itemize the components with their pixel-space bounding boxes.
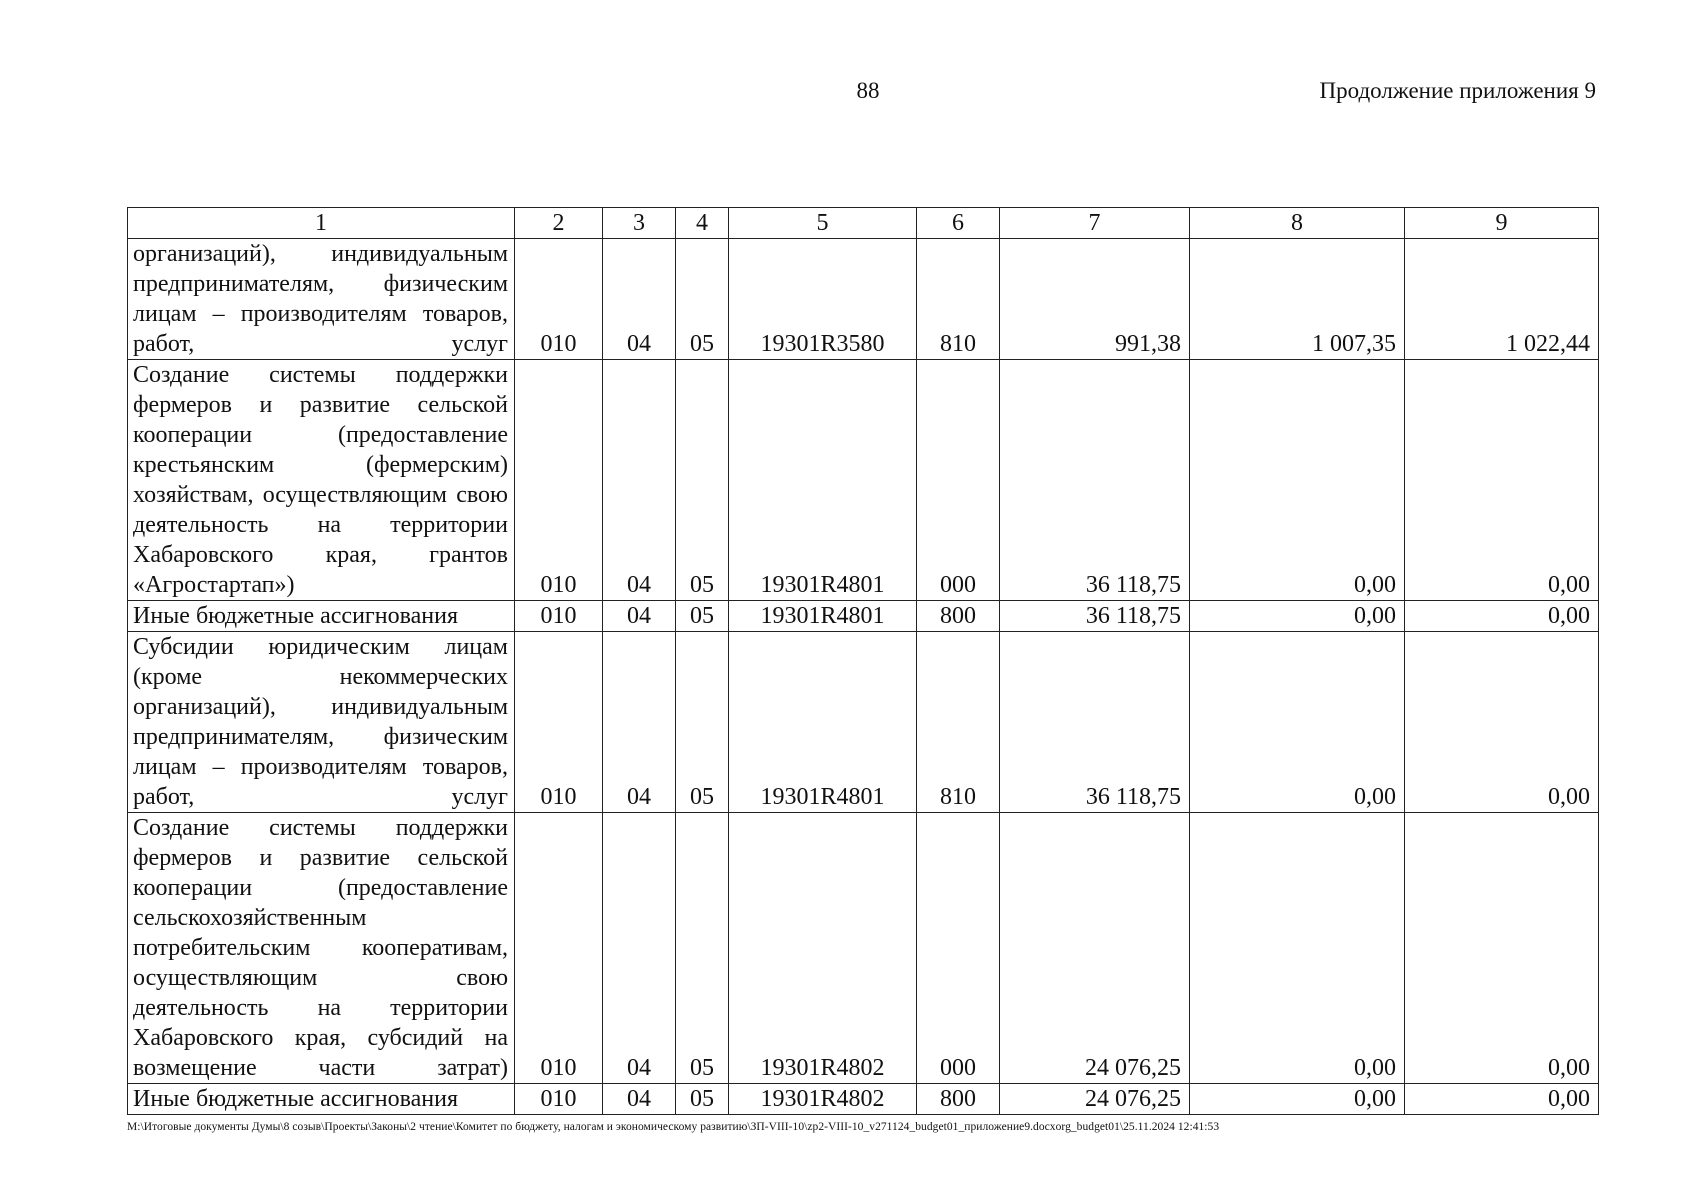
amount-col9: 0,00	[1405, 632, 1599, 813]
amount-col8: 0,00	[1190, 1084, 1405, 1115]
code-section: 04	[603, 632, 676, 813]
column-number-row	[128, 208, 1599, 239]
table-row	[128, 239, 1599, 360]
code-subsection: 05	[676, 601, 729, 632]
code-subsection: 05	[676, 813, 729, 1084]
code-target-article: 19301R4801	[729, 601, 917, 632]
appendix-continuation-header: Продолжение приложения 9	[1319, 78, 1596, 103]
amount-col8: 0,00	[1190, 360, 1405, 601]
code-expense-type: 000	[917, 360, 1000, 601]
amount-col9: 1 022,44	[1405, 239, 1599, 360]
code-target-article: 19301R3580	[729, 239, 917, 360]
code-subsection: 05	[676, 1084, 729, 1115]
code-target-article: 19301R4801	[729, 632, 917, 813]
code-expense-type: 800	[917, 601, 1000, 632]
amount-col9: 0,00	[1405, 601, 1599, 632]
code-section: 04	[603, 360, 676, 601]
code-target-article: 19301R4802	[729, 813, 917, 1084]
code-ministry: 010	[515, 360, 603, 601]
code-target-article: 19301R4801	[729, 360, 917, 601]
table-row	[128, 360, 1599, 601]
amount-col9: 0,00	[1405, 1084, 1599, 1115]
table-row	[128, 813, 1599, 1084]
table-row	[128, 1084, 1599, 1115]
table-row	[128, 601, 1599, 632]
column-header: 4	[676, 208, 729, 239]
row-description: Субсидии юридическим лицам (кроме некоммерческих организаций), индивидуальным предпринимателям, физическим лицам – производителям товаров, работ, услуг	[128, 632, 515, 813]
row-description: Создание системы поддержки фермеров и развитие сельской кооперации (предоставление сельскохозяйственным потребительским кооперативам, осуществляющим свою деятельность на территории Хабаровского края, субсидий на возмещение части затрат)	[128, 813, 515, 1084]
column-header: 1	[128, 208, 515, 239]
column-header: 3	[603, 208, 676, 239]
code-section: 04	[603, 1084, 676, 1115]
code-section: 04	[603, 239, 676, 360]
column-header: 8	[1190, 208, 1405, 239]
amount-col7: 991,38	[1000, 239, 1190, 360]
code-ministry: 010	[515, 601, 603, 632]
amount-col8: 0,00	[1190, 813, 1405, 1084]
code-ministry: 010	[515, 1084, 603, 1115]
column-header: 5	[729, 208, 917, 239]
amount-col7: 36 118,75	[1000, 360, 1190, 601]
amount-col9: 0,00	[1405, 360, 1599, 601]
row-description: организаций), индивидуальным предпринимателям, физическим лицам – производителям товаров, работ, услуг	[128, 239, 515, 360]
row-description: Иные бюджетные ассигнования	[128, 601, 515, 632]
code-expense-type: 000	[917, 813, 1000, 1084]
row-description: Создание системы поддержки фермеров и развитие сельской кооперации (предоставление крестьянским (фермерским) хозяйствам, осуществляющим свою деятельность на территории Хабаровского края, грантов «Агростартап»)	[128, 360, 515, 601]
column-header: 2	[515, 208, 603, 239]
code-section: 04	[603, 813, 676, 1084]
table-row	[128, 632, 1599, 813]
document-file-path: М:\Итоговые документы Думы\8 созыв\Проекты\Законы\2 чтение\Комитет по бюджету, налогам и экономическому развитию\ЗП-VIII-10\zp2-VIII-10_v271124_budget01_приложение9.docxorg_budget01\25.11.2024 12:41:53	[127, 1121, 1220, 1133]
amount-col7: 24 076,25	[1000, 1084, 1190, 1115]
row-description: Иные бюджетные ассигнования	[128, 1084, 515, 1115]
budget-table	[127, 207, 1599, 1115]
code-subsection: 05	[676, 632, 729, 813]
code-subsection: 05	[676, 360, 729, 601]
amount-col8: 0,00	[1190, 601, 1405, 632]
amount-col7: 24 076,25	[1000, 813, 1190, 1084]
code-expense-type: 800	[917, 1084, 1000, 1115]
code-target-article: 19301R4802	[729, 1084, 917, 1115]
code-section: 04	[603, 601, 676, 632]
code-expense-type: 810	[917, 632, 1000, 813]
code-ministry: 010	[515, 632, 603, 813]
column-header: 7	[1000, 208, 1190, 239]
code-expense-type: 810	[917, 239, 1000, 360]
amount-col7: 36 118,75	[1000, 632, 1190, 813]
amount-col9: 0,00	[1405, 813, 1599, 1084]
code-ministry: 010	[515, 813, 603, 1084]
code-ministry: 010	[515, 239, 603, 360]
code-subsection: 05	[676, 239, 729, 360]
page-number: 88	[856, 78, 880, 103]
amount-col7: 36 118,75	[1000, 601, 1190, 632]
column-header: 6	[917, 208, 1000, 239]
amount-col8: 0,00	[1190, 632, 1405, 813]
column-header: 9	[1405, 208, 1599, 239]
amount-col8: 1 007,35	[1190, 239, 1405, 360]
